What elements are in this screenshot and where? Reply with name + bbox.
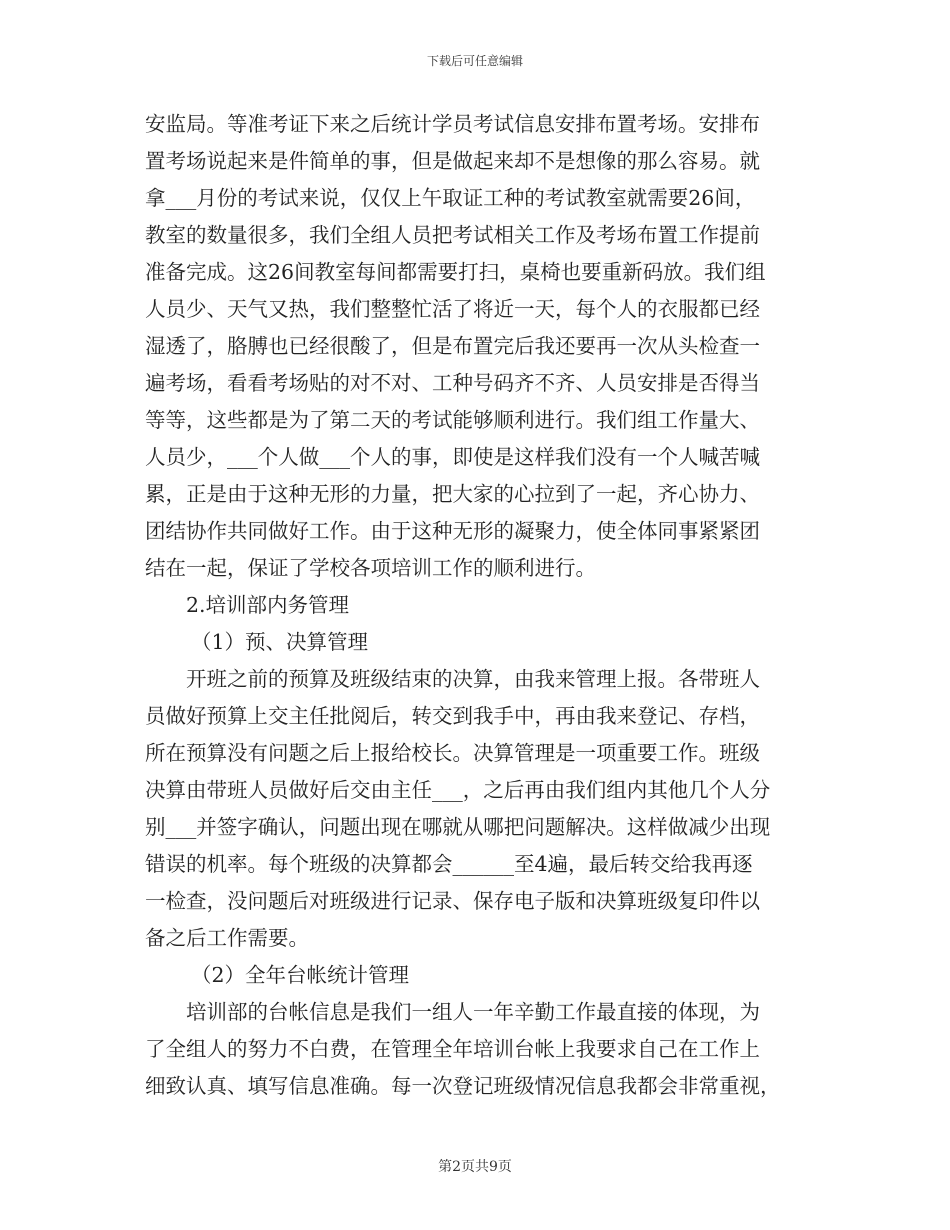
- body-line: 培训部的台帐信息是我们一组人一年辛勤工作最直接的体现，为: [186, 1000, 760, 1024]
- body-line: 错误的机率。每个班级的决算都会______至4遍，最后转交给我再逐: [145, 852, 753, 876]
- body-line: 人员少，___个人做___个人的事，即使是这样我们没有一个人喊苦喊: [145, 445, 760, 469]
- body-line: 开班之前的预算及班级结束的决算，由我来管理上报。各带班人: [186, 667, 760, 691]
- body-line: 了全组人的努力不白费，在管理全年培训台帐上我要求自己在工作上: [145, 1037, 760, 1061]
- body-line: 团结协作共同做好工作。由于这种无形的凝聚力，使全体同事紧紧团: [145, 519, 760, 543]
- body-line: 湿透了，胳膊也已经很酸了，但是布置完后我还要再一次从头检查一: [145, 334, 760, 358]
- body-line: 准备完成。这26间教室每间都需要打扫，桌椅也要重新码放。我们组: [145, 260, 766, 284]
- body-line: 安监局。等准考证下来之后统计学员考试信息安排布置考场。安排布: [145, 112, 760, 136]
- body-line: 一检查，没问题后对班级进行记录、保存电子版和决算班级复印件以: [145, 889, 760, 913]
- body-line: 置考场说起来是件简单的事，但是做起来却不是想像的那么容易。就: [145, 149, 760, 173]
- body-line: 决算由带班人员做好后交由主任___，之后再由我们组内其他几个人分: [145, 778, 771, 802]
- body-line: 细致认真、填写信息准确。每一次登记班级情况信息我都会非常重视，: [145, 1074, 781, 1098]
- document-body: [145, 106, 805, 1105]
- body-line: 拿___月份的考试来说，仅仅上午取证工种的考试教室就需要26间，: [145, 186, 756, 210]
- page-header: 下载后可任意编辑: [426, 54, 523, 68]
- body-line: 人员少、天气又热，我们整整忙活了将近一天，每个人的衣服都已经: [145, 297, 760, 321]
- body-line: 等等，这些都是为了第二天的考试能够顺利进行。我们组工作量大、: [145, 408, 760, 432]
- body-line: 别___并签字确认，问题出现在哪就从哪把问题解决。这样做减少出现: [145, 815, 771, 839]
- body-line: 累，正是由于这种无形的力量，把大家的心拉到了一起，齐心协力、: [145, 482, 760, 506]
- subsection-heading: （2）全年台帐统计管理: [191, 963, 410, 987]
- section-heading: 2.培训部内务管理: [186, 593, 350, 617]
- page-footer: 第2页共9页: [438, 1159, 512, 1175]
- subsection-heading: （1）预、决算管理: [191, 630, 369, 654]
- body-line: 遍考场，看看考场贴的对不对、工种号码齐不齐、人员安排是否得当: [145, 371, 760, 395]
- body-line: 教室的数量很多，我们全组人员把考试相关工作及考场布置工作提前: [145, 223, 760, 247]
- body-line: 员做好预算上交主任批阅后，转交到我手中，再由我来登记、存档，: [145, 704, 760, 728]
- body-line: 备之后工作需要。: [145, 926, 309, 950]
- body-line: 结在一起，保证了学校各项培训工作的顺利进行。: [145, 556, 596, 580]
- body-line: 所在预算没有问题之后上报给校长。决算管理是一项重要工作。班级: [145, 741, 760, 765]
